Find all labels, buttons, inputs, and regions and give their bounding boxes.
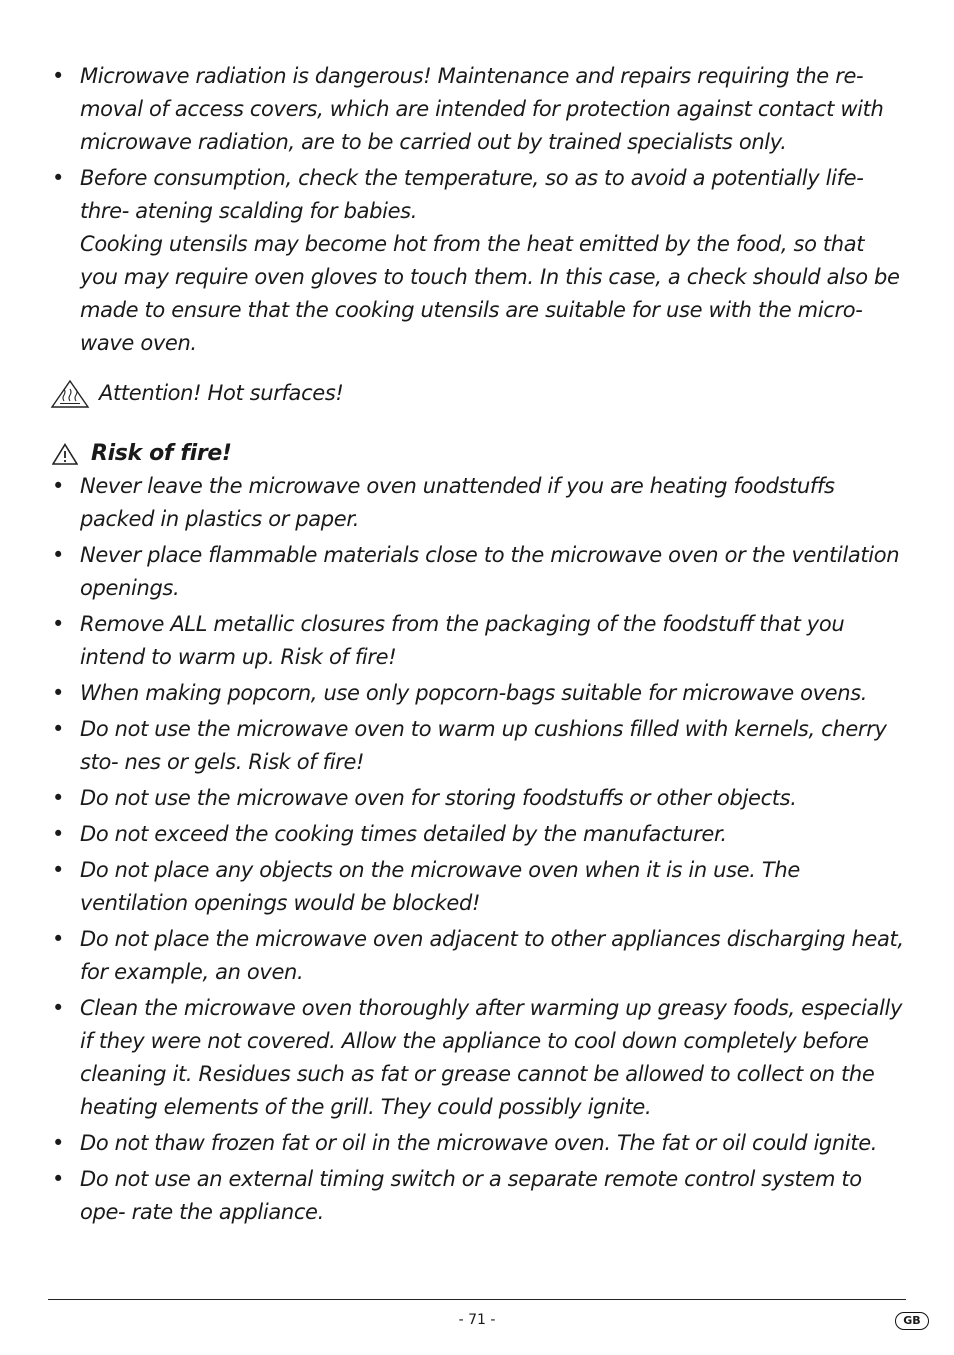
item-text: Microwave radiation is dangerous! Maintenance and repairs requiring the re- moval of access covers, which are intended for protection against contact with microwave radiation, are to be carried out by trained specialists only. [80,64,884,154]
footer-divider [48,1299,906,1300]
item-text: Clean the microwave oven thoroughly after warming up greasy foods, especially if they were not covered. Allow the appliance to cool down completely before cleaning it. Residues such as fat or grease cannot be allowed to collect on the heating elements of the grill. They could possibly ignite. [80,996,903,1119]
bullet: • [52,64,65,88]
safety-list [0,60,906,363]
fire-safety-list [0,470,906,1232]
list-item [0,818,906,851]
item-text: Before consumption, check the temperature, so as to avoid a potentially life-thre- atening scalding for babies. [80,166,864,223]
bullet: • [52,681,65,705]
item-text: Never place flammable materials close to the microwave oven or the ventilation openings. [80,543,900,600]
list-item [0,1127,906,1160]
bullet: • [52,1167,65,1191]
item-text: Do not place the microwave oven adjacent to other appliances discharging heat, for example, an oven. [80,927,904,984]
bullet: • [52,927,65,951]
attention-text: Attention! Hot surfaces! [99,381,344,405]
item-text: Do not use the microwave oven for storing foodstuffs or other objects. [80,786,797,810]
item-text: Never leave the microwave oven unattended if you are heating foodstuffs packed in plastics or paper. [80,474,835,531]
item-text: Do not use the microwave oven to warm up cushions filled with kernels, cherry sto- nes or gels. Risk of fire! [80,717,887,774]
item-text: Do not exceed the cooking times detailed by the manufacturer. [80,822,727,846]
item-text-continued: Cooking utensils may become hot from the heat emitted by the food, so that you may require oven gloves to touch them. In this case, a check should also be made to ensure that the cooking utensils are suitable for use with the micro- wave oven. [80,232,900,355]
section-heading: Risk of fire! [91,441,232,466]
bullet: • [52,858,65,882]
list-item [0,1163,906,1229]
list-item [0,992,906,1124]
item-text: When making popcorn, use only popcorn-bags suitable for microwave ovens. [80,681,868,705]
warning-triangle-icon [52,443,78,465]
bullet: • [52,786,65,810]
list-item [0,470,906,536]
bullet: • [52,717,65,741]
item-text: Do not use an external timing switch or a separate remote control system to ope- rate the appliance. [80,1167,862,1224]
list-item [0,677,906,710]
bullet: • [52,543,65,567]
bullet: • [52,166,65,190]
bullet: • [52,612,65,636]
list-item [0,162,906,360]
risk-of-fire-heading [52,437,232,470]
bullet: • [52,474,65,498]
list-item [0,782,906,815]
list-item [0,923,906,989]
list-item [0,539,906,605]
bullet: • [52,1131,65,1155]
item-text: Do not place any objects on the microwave oven when it is in use. The ventilation openings would be blocked! [80,858,800,915]
page-number: - 71 - [458,1312,496,1328]
item-text: Do not thaw frozen fat or oil in the microwave oven. The fat or oil could ignite. [80,1131,878,1155]
list-item [0,854,906,920]
list-item [0,608,906,674]
hot-surface-warning-icon [50,379,90,409]
list-item [0,60,906,159]
bullet: • [52,996,65,1020]
item-text: Remove ALL metallic closures from the packaging of the foodstuff that you intend to warm up. Risk of fire! [80,612,845,669]
list-item [0,713,906,779]
bullet: • [52,822,65,846]
hot-surface-notice [50,377,344,410]
language-badge: GB [895,1312,929,1330]
